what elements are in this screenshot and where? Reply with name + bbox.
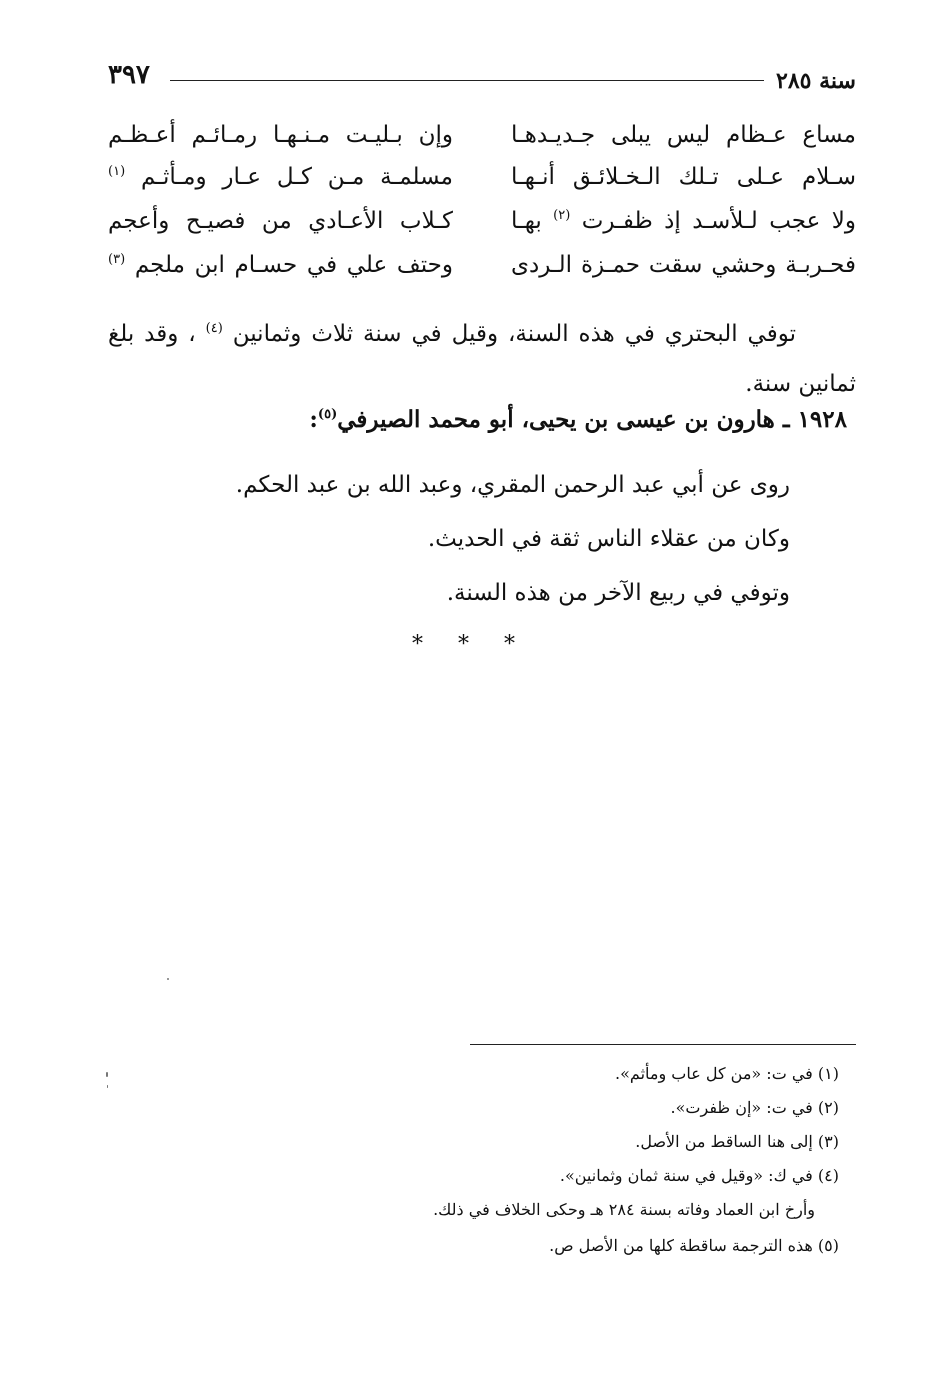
footnote-5: (٥) هذه الترجمة ساقطة كلها من الأصل ص. bbox=[549, 1236, 839, 1255]
entry-heading bbox=[309, 406, 847, 433]
footnote-ref-1: (١) bbox=[108, 164, 126, 179]
scan-speck bbox=[107, 1085, 108, 1088]
footnote-ref-3: (٣) bbox=[108, 252, 126, 267]
section-separator: * * * bbox=[412, 632, 529, 657]
entry-line: روى عن أبي عبد الرحمن المقري، وعبد الله بن عبد الحكم. bbox=[235, 472, 790, 498]
paragraph-text-a: توفي البحتري في هذه السنة، وقيل في سنة ثلاث وثمانين bbox=[232, 321, 797, 347]
verse-line bbox=[108, 208, 856, 248]
page-header bbox=[108, 58, 856, 98]
verse-line bbox=[108, 164, 856, 204]
header-rule bbox=[170, 80, 764, 81]
verse-line bbox=[108, 122, 856, 162]
verse-first-text: ولا عجب لـلأسـد إذ ظفـرت bbox=[581, 208, 856, 234]
scan-speck bbox=[167, 978, 169, 980]
entry-line: وتوفي في ربيع الآخر من هذه السنة. bbox=[446, 580, 790, 606]
footnote-4: (٤) في ك: «وقيل في سنة ثمان وثمانين». bbox=[559, 1166, 839, 1185]
verse-first-hemistich: مساع عـظام ليس يبلى جـديـدهـا bbox=[511, 122, 856, 148]
footnote-ref-5: (٥) bbox=[317, 407, 338, 422]
running-head-year: سنة ٢٨٥ bbox=[776, 68, 856, 94]
footnote-ref-2: (٢) bbox=[553, 208, 571, 223]
footnote-2: (٢) في ت: «إن ظفرت». bbox=[670, 1098, 839, 1117]
verse-first-hemistich bbox=[511, 208, 856, 234]
footnote-ref-4: (٤) bbox=[205, 321, 223, 336]
verse-second-hemistich: كـلاب الأعـادي من فصيـح وأعجم bbox=[108, 208, 453, 234]
entry-heading-colon: : bbox=[309, 406, 318, 433]
entry-line: وكان من عقلاء الناس ثقة في الحديث. bbox=[427, 526, 790, 552]
verse-first-hemistich: فحـربـة وحشي سقت حمـزة الـردى bbox=[511, 252, 856, 278]
verse-second-hemistich bbox=[108, 164, 453, 190]
paragraph-text-b: ، وقد بلغ ثمانين سنة. bbox=[108, 321, 856, 397]
page-number: ٣٩٧ bbox=[108, 60, 150, 90]
scan-speck bbox=[106, 1072, 108, 1077]
footnote-1: (١) في ت: «من كل عاب ومأثم». bbox=[615, 1064, 839, 1083]
verse-second-hemistich: وإن بـليـت مـنـهـا رمـائـم أعـظـم bbox=[108, 122, 453, 148]
verse-second-text: وحتف علي في حسـام ابن ملجم bbox=[134, 252, 453, 278]
entry-heading-text: ١٩٢٨ ـ هارون بن عيسى بن يحيى، أبو محمد الصيرفي bbox=[337, 406, 847, 433]
verse-first-hemistich: سـلام عـلى تـلك الـخـلائـق أنـهـا bbox=[511, 164, 856, 190]
death-note-paragraph bbox=[108, 304, 856, 409]
footnote-4-continuation: وأرخ ابن العماد وفاته بسنة ٢٨٤ هـ وحكى الخلاف في ذلك. bbox=[433, 1200, 815, 1219]
verse-line bbox=[108, 252, 856, 292]
verse-first-tail: بهـا bbox=[511, 208, 542, 234]
footnote-3: (٣) إلى هنا الساقط من الأصل. bbox=[635, 1132, 839, 1151]
verse-second-hemistich bbox=[108, 252, 453, 278]
verse-second-text: مسلمـة مـن كـل عـار ومـأثـم bbox=[140, 164, 454, 190]
footnote-rule bbox=[470, 1044, 856, 1045]
